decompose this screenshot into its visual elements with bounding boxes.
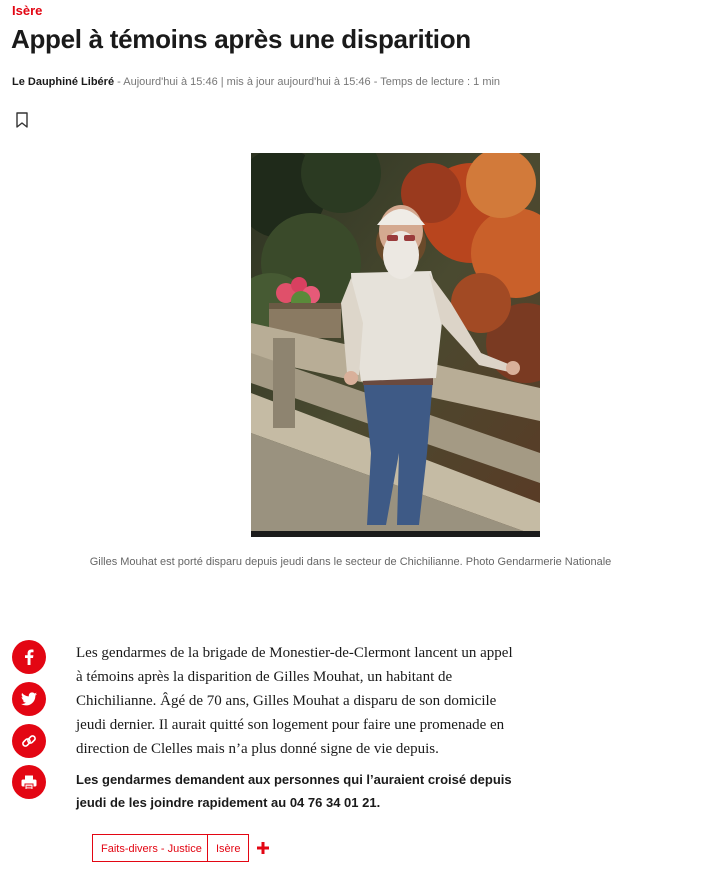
article-highlight: Les gendarmes demandent aux personnes qui l’auraient croisé depuis jeudi de les joindre rapidement au 04 76 34 01 21. xyxy=(76,772,512,810)
add-tag-button[interactable] xyxy=(255,836,271,860)
share-twitter-button[interactable] xyxy=(12,682,46,716)
plus-icon xyxy=(255,836,271,860)
article-meta-details: - Aujourd'hui à 15:46 | mis à jour aujourd'hui à 15:46 - Temps de lecture : 1 min xyxy=(114,76,501,88)
article-category[interactable]: Isère xyxy=(12,3,43,18)
article-photo xyxy=(251,153,540,537)
article-meta xyxy=(12,76,500,88)
article-title: Appel à témoins après une disparition xyxy=(11,24,471,54)
print-button[interactable] xyxy=(12,765,46,799)
share-facebook-button[interactable] xyxy=(12,640,46,674)
photo-illustration xyxy=(251,153,540,537)
bookmark-icon xyxy=(15,112,29,128)
facebook-icon xyxy=(24,649,34,665)
article-paragraph: Les gendarmes de la brigade de Monestier-de-Clermont lancent un appel à témoins après la disparition de Gilles Mouhat, un habitant de Chichilianne. Âgé de 70 ans, Gilles Mouhat a disparu de son domicile jeudi dernier. Il aurait quitté son logement pour faire une promenade en direction de Clelles mais n’a plus donné signe de vie depuis. xyxy=(76,645,513,757)
bookmark-button[interactable] xyxy=(15,112,29,128)
tag-isere[interactable]: Isère xyxy=(207,834,249,862)
tag-faits-divers-justice[interactable]: Faits-divers - Justice xyxy=(92,834,211,862)
article-author[interactable]: Le Dauphiné Libéré xyxy=(12,76,115,88)
link-icon xyxy=(21,733,37,749)
print-icon xyxy=(21,775,37,790)
share-link-button[interactable] xyxy=(12,724,46,758)
photo-caption: Gilles Mouhat est porté disparu depuis jeudi dans le secteur de Chichilianne. Photo Gendarmerie Nationale xyxy=(89,556,612,568)
twitter-icon xyxy=(21,692,37,706)
